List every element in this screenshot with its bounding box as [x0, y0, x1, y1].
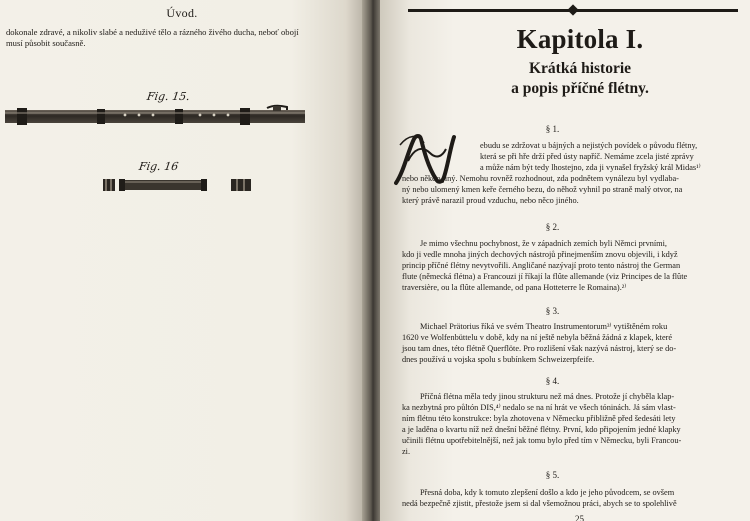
text-line: která se při hře drží před ústy napříč. Nemáme zcela jisté zprávy	[480, 152, 694, 162]
text-line: flute (německá flétna) a Francouzi jí říkají la flûte allemande (viz Principes de la flûte	[402, 272, 688, 282]
text-line: princip příčné flétny nevytvořili. Angličané nazývají proto tento nástroj the German	[402, 261, 681, 271]
text-line: ný nebo ulomený kmen keře černého bezu, do něhož vyhnil po straně malý otvor, na	[402, 185, 683, 195]
text-line: musí působit současně.	[6, 38, 86, 48]
figure-label: Fig. 16	[138, 160, 180, 173]
section-heading: § 2.	[545, 222, 560, 232]
section-heading: § 3.	[545, 306, 560, 316]
text-line: Michael Prätorius říká ve svém Theatro Instrumentorum³⁾ vytištěném roku	[420, 322, 668, 331]
text-line: jsou tam dnes, této flétně Querflöte. Pro rozlišení však nazývá nástroj, který se do-	[402, 344, 677, 354]
text-line: kdo ji vedle mnoha jiných dechových nástrojů přinejmenším znovu objevili, i když	[402, 250, 678, 260]
book-gutter	[362, 0, 382, 521]
paragraph	[402, 487, 750, 509]
text-line: a je laděna o kvartu níž než dnešní běžné flétny. První, kdo připojením jedné klapky	[402, 425, 681, 435]
text-line: zi.	[402, 447, 411, 457]
section-heading: § 5.	[545, 470, 560, 480]
flute-illustration-fig15	[5, 104, 305, 130]
text-line: nedá bezpečně zjistit, přestože jsem si dal všemožnou práci, abych se to spolehlivě	[402, 499, 677, 509]
text-line: a může nám být tedy lhostejno, zda ji vynašel fryžský král Midas¹⁾	[480, 163, 701, 173]
chapter-title: Kapitola I.	[516, 24, 644, 54]
running-head: Úvod.	[166, 6, 198, 20]
left-page	[0, 0, 364, 521]
paragraph	[402, 238, 750, 293]
text-line: který právě narazil proud vzduchu, nebo něco jiného.	[402, 196, 579, 206]
section-heading: § 1.	[545, 124, 560, 134]
chapter-subtitle: Krátká historie	[528, 60, 632, 77]
text-line: 1620 ve Wolfenbüttelu v době, kdy na ní ještě nebyla běžná žádná z klapek, které	[402, 333, 673, 343]
text-line: ebudu se zdržovat u bájných a nejistých povídek o původu flétny,	[480, 141, 698, 150]
rule-ornament	[567, 4, 578, 15]
text-line: Příčná flétna měla tedy jinou strukturu než má dnes. Protože jí chyběla klap-	[420, 392, 675, 401]
left-body-text	[6, 27, 351, 49]
text-line: učinili flétnu upotřebitelnější, než jak tomu bylo před tím v Německu, byli Francou-	[402, 436, 682, 446]
page-number: 25	[575, 514, 584, 521]
chapter-subtitle: a popis příčné flétny.	[511, 80, 649, 97]
text-line: dnes používá u vojska spolu s bubínkem Schweizerpfeife.	[402, 355, 595, 365]
text-line: traversière, ou la flûte allemande, od pana Hotteterre le Romaina).²⁾	[402, 283, 627, 293]
paragraph	[402, 173, 750, 206]
flute-illustration-fig16	[103, 176, 253, 194]
right-page	[380, 0, 750, 521]
figure-label: Fig. 15.	[146, 90, 191, 103]
text-line: Je mimo všechnu pochybnost, že v západních zemích byli Němci prvními,	[420, 239, 667, 248]
text-line: ním flétnu této konstrukce: byla zhotovena v Německu přibližně před šedesáti lety	[402, 414, 676, 424]
text-line: Přesná doba, kdy k tomuto zlepšení došlo a kdo je jeho původcem, se ovšem	[420, 488, 675, 497]
text-line: ka nezbytná pro půltón DIS,⁴⁾ nedalo se na ní hrát ve všech tóninách. Já sám vlast-	[402, 403, 676, 413]
section-heading: § 4.	[545, 376, 560, 386]
paragraph	[402, 391, 750, 458]
text-line: dokonale zdravé, a nikoliv slabé a neduživé tělo a rázného živého ducha, neboť obojí	[6, 27, 299, 37]
paragraph	[402, 321, 750, 365]
paragraph	[480, 140, 750, 173]
text-line: nebo někdo jiný. Nemohu rovněž rozhodnout, zda podnětem vynálezu byl vydlaba-	[402, 174, 679, 183]
